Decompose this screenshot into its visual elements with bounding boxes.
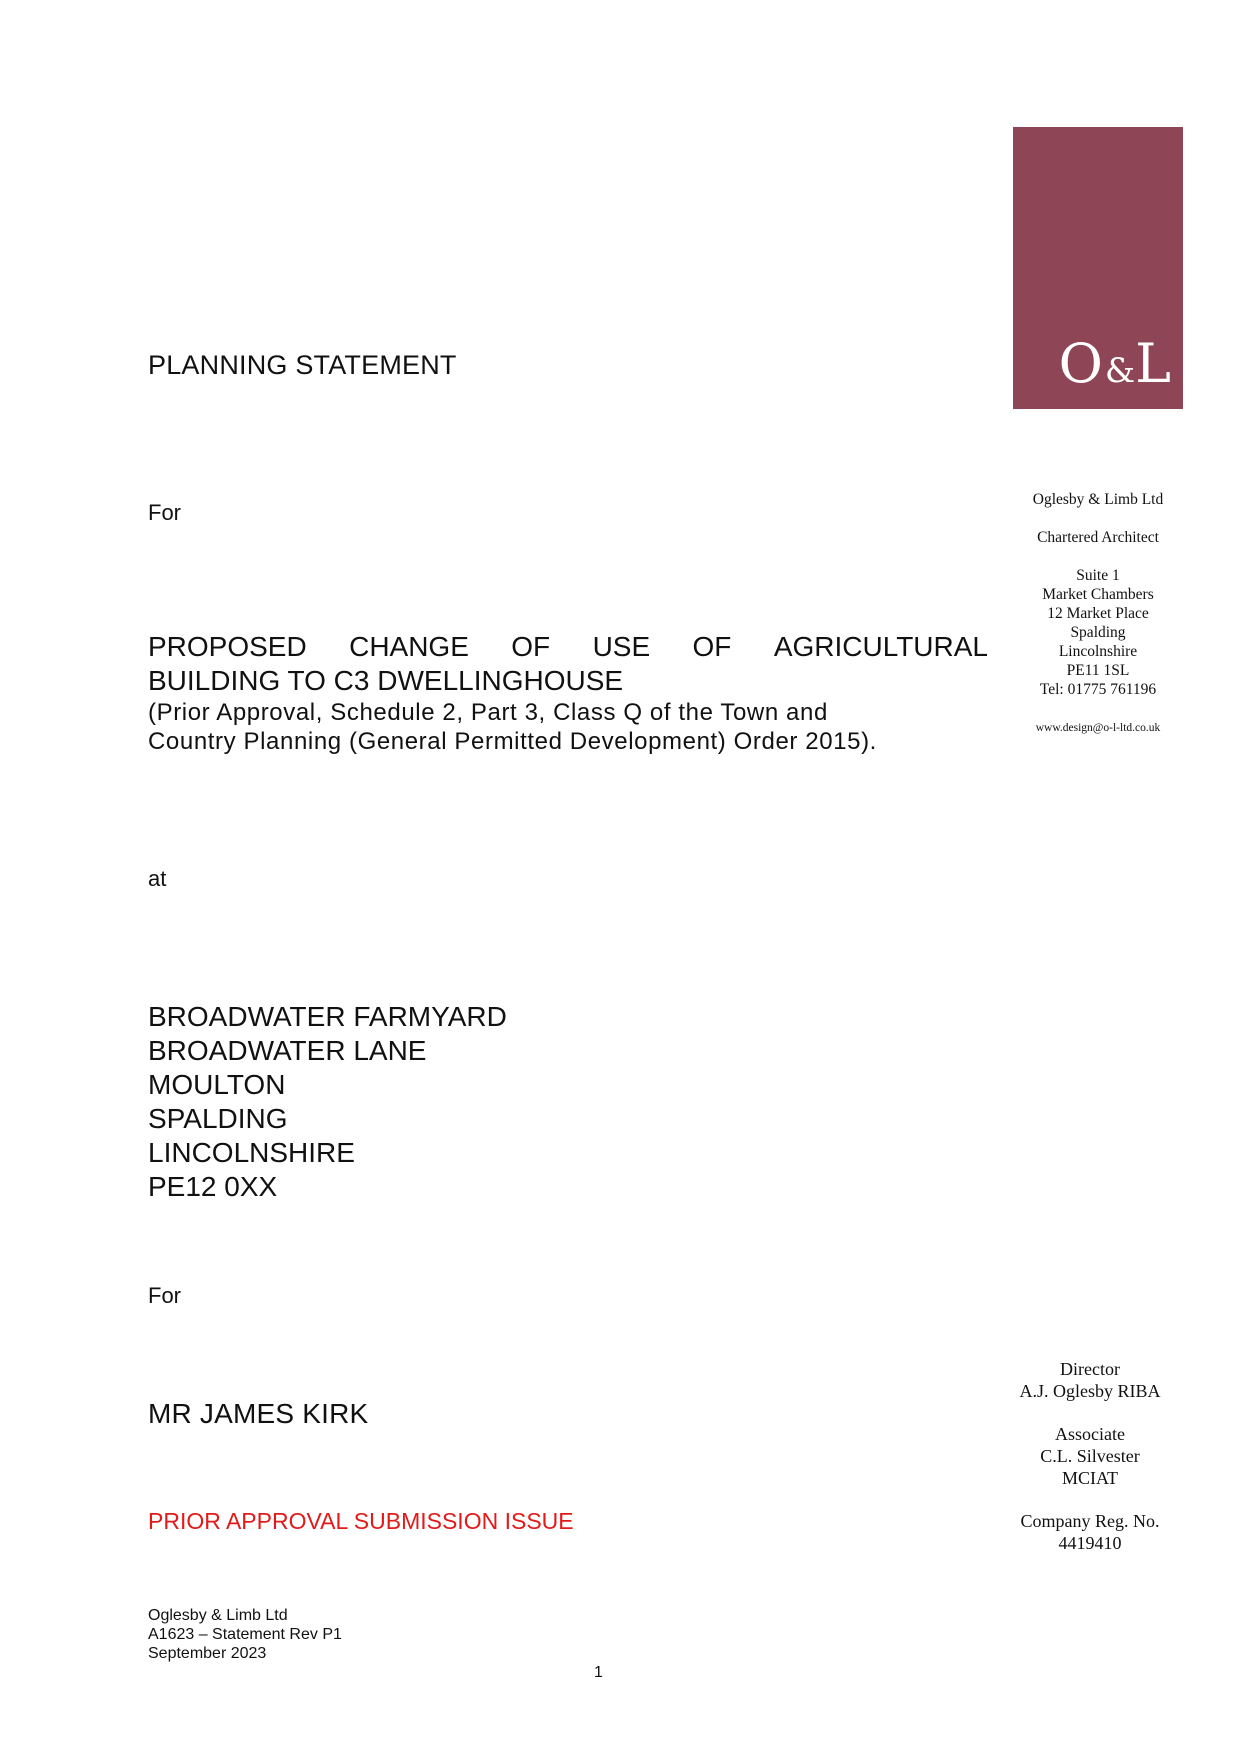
contact-address-line: Suite 1 [1076, 567, 1120, 584]
company-reg-label: Company Reg. No. [1020, 1511, 1160, 1531]
logo-wordmark [1059, 334, 1173, 401]
contact-address-line: Lincolnshire [1058, 643, 1138, 660]
logo-letter-o: O [1058, 332, 1105, 395]
for-label: For [148, 500, 181, 525]
proposal-line-1 [148, 630, 988, 664]
proposal-word: CHANGE [349, 631, 469, 662]
footer [148, 1606, 342, 1663]
contact-address-line: PE11 1SL [1066, 662, 1130, 679]
address-line: PE12 0XX [148, 1171, 278, 1202]
contact-address-line: 12 Market Place [1047, 605, 1149, 622]
contact-address-line: Market Chambers [1042, 586, 1154, 603]
address-line: BROADWATER LANE [148, 1035, 427, 1066]
contact-role: Chartered Architect [1037, 529, 1159, 546]
director-name: A.J. Oglesby RIBA [1019, 1381, 1161, 1401]
page-number: 1 [594, 1664, 603, 1681]
at-label: at [148, 866, 167, 891]
company-reg-number: 4419410 [1058, 1533, 1122, 1553]
proposal-subtitle-1: (Prior Approval, Schedule 2, Part 3, Class Q of the Town and [148, 699, 828, 726]
proposal-word: USE [592, 631, 651, 662]
contact-web: www.design@o-l-ltd.co.uk [1035, 722, 1161, 734]
document-title: PLANNING STATEMENT [148, 350, 457, 380]
company-logo [1013, 127, 1183, 409]
associate-name: C.L. Silvester [1040, 1446, 1140, 1466]
footer-company: Oglesby & Limb Ltd [148, 1607, 288, 1624]
directors-block [1000, 1358, 1180, 1554]
contact-company: Oglesby & Limb Ltd [1032, 491, 1164, 508]
for-label-client: For [148, 1283, 181, 1308]
address-line: BROADWATER FARMYARD [148, 1001, 507, 1032]
issue-status: PRIOR APPROVAL SUBMISSION ISSUE [148, 1508, 574, 1534]
associate-qualification: MCIAT [1061, 1468, 1118, 1488]
associate-label: Associate [1055, 1424, 1125, 1444]
footer-date: September 2023 [148, 1645, 267, 1662]
proposal-block [148, 630, 988, 756]
proposal-word: PROPOSED [148, 631, 307, 662]
contact-details [1010, 490, 1186, 738]
address-line: MOULTON [148, 1069, 286, 1100]
footer-reference: A1623 – Statement Rev P1 [148, 1626, 342, 1643]
director-label: Director [1060, 1359, 1120, 1379]
proposal-word: OF [511, 631, 551, 662]
logo-letter-l: L [1135, 332, 1173, 395]
proposal-word: AGRICULTURAL [773, 631, 988, 662]
site-address [148, 1000, 507, 1204]
contact-address-line: Spalding [1070, 624, 1126, 641]
proposal-line-2: BUILDING TO C3 DWELLINGHOUSE [148, 665, 624, 696]
proposal-subtitle-2: Country Planning (General Permitted Development) Order 2015). [148, 728, 877, 755]
address-line: LINCOLNSHIRE [148, 1137, 355, 1168]
logo-ampersand: & [1104, 351, 1136, 391]
contact-telephone: Tel: 01775 761196 [1039, 681, 1157, 698]
address-line: SPALDING [148, 1103, 288, 1134]
proposal-word: OF [692, 631, 732, 662]
client-name: MR JAMES KIRK [148, 1398, 369, 1429]
